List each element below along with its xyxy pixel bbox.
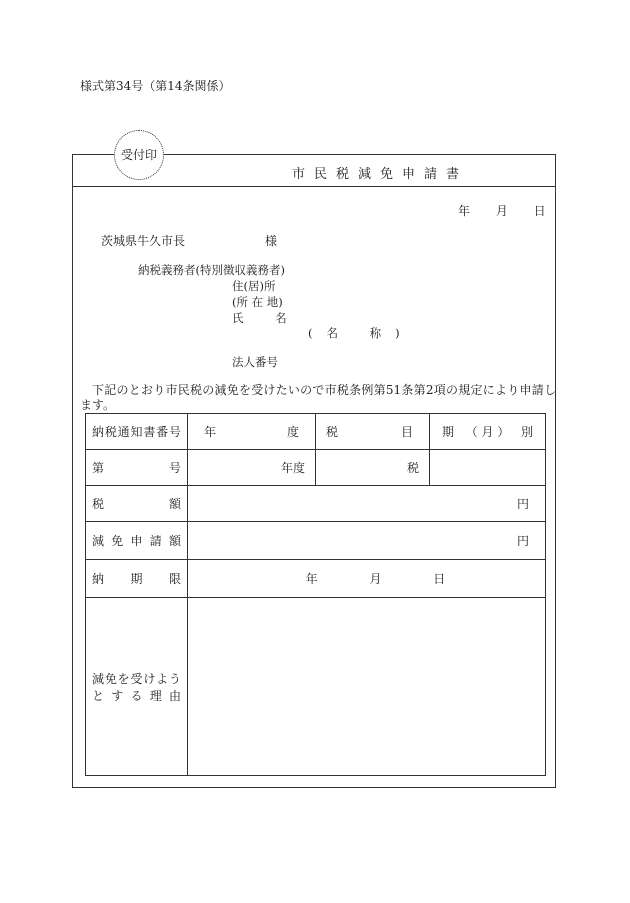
tax-type-field[interactable]: 税 <box>316 450 430 486</box>
application-date: 年 月 日 <box>458 204 546 218</box>
reception-stamp-label: 受付印 <box>120 148 157 162</box>
addressee-suffix: 様 <box>265 234 278 248</box>
number-cell <box>86 450 188 486</box>
reason-label <box>86 598 188 776</box>
tax-item-cell[interactable] <box>316 414 430 450</box>
year-suffix: 度 <box>286 425 299 439</box>
deadline-date: 年 月 日 <box>305 572 446 586</box>
name-label: 氏 名 <box>232 311 301 325</box>
item-label: 目 <box>400 425 413 439</box>
form-code: 様式第34号（第14条関係） <box>80 79 231 93</box>
deadline-label: 納期限 <box>86 560 188 598</box>
table-row <box>86 522 546 560</box>
number-label-first: 第 <box>92 461 105 475</box>
tax-amount-field[interactable]: 円 <box>188 486 546 522</box>
table-row <box>86 486 546 522</box>
table-row <box>86 414 546 450</box>
deadline-field[interactable] <box>188 560 546 598</box>
tax-info-table <box>85 413 546 776</box>
table-row <box>86 450 546 486</box>
term-field[interactable] <box>430 450 546 486</box>
year-cell[interactable] <box>188 414 316 450</box>
year-label: 年 <box>204 425 217 439</box>
request-statement: 下記のとおり市民税の減免を受けたいので市税条例第51条第2項の規定により申請します。 <box>80 383 556 412</box>
reason-field[interactable] <box>188 598 546 776</box>
reason-label-line2: とする理由 <box>92 688 181 703</box>
reduction-amount-label: 減免申請額 <box>86 522 188 560</box>
tax-amount-label: 税額 <box>86 486 188 522</box>
title-divider <box>72 186 556 187</box>
term-label: 期 （月） 別 <box>430 414 546 450</box>
notice-number-label: 納税通知書番号 <box>86 414 188 450</box>
reduction-amount-field[interactable]: 円 <box>188 522 546 560</box>
address-label: 住(居)所 <box>232 279 276 293</box>
taxpayer-label: 納税義務者(特別徴収義務者) <box>138 263 285 277</box>
location-label: (所 在 地) <box>232 295 283 309</box>
addressee-name: 茨城県牛久市長 <box>101 234 186 248</box>
number-label-last: 号 <box>168 461 181 475</box>
fiscal-year-field[interactable]: 年度 <box>188 450 316 486</box>
table-row <box>86 598 546 776</box>
corporate-name-label: (名 称) <box>308 326 414 340</box>
document-title: 市民税減免申請書 <box>292 167 469 182</box>
reason-label-line1: 減免を受けよう <box>92 671 181 686</box>
table-row <box>86 560 546 598</box>
corporate-number-label: 法人番号 <box>232 355 278 369</box>
tax-label: 税 <box>326 425 339 439</box>
